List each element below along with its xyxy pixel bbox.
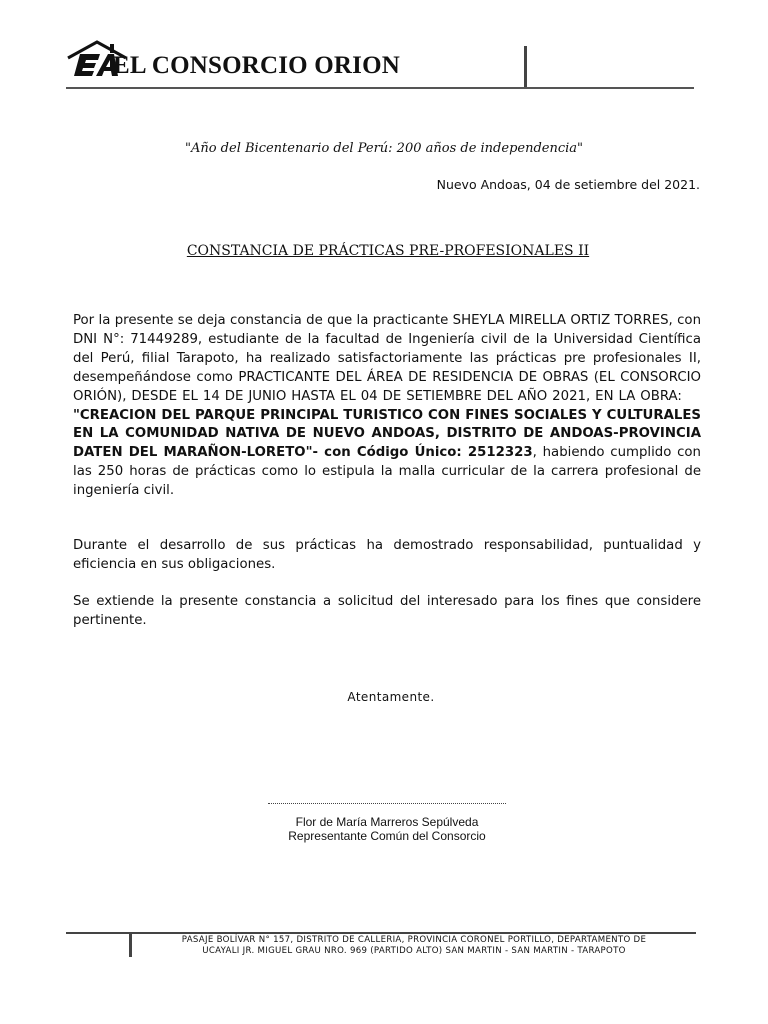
body-paragraph-1 <box>73 312 701 501</box>
signer-role: Representante Común del Consorcio <box>288 829 486 843</box>
paragraph-1-ending: , habiendo cumplido con las 250 horas de prácticas como lo estipula la malla curricular de la carrera profesional de ingeniería civil. <box>73 445 701 499</box>
paragraph-1-text: Por la presente se deja constancia de que la practicante SHEYLA MIRELLA ORTIZ TORRES, con DNI N°: 71449289, estudiante de la facultad de Ingeniería civil de la Universidad Científica del Perú, filial Tarapoto, ha realizado satisfactoriamente las prácticas pre profesionales II, desempeñándose como PRACTICANTE DEL ÁREA DE RESIDENCIA DE OBRAS (EL CONSORCIO ORIÓN), DESDE EL 14 DE JUNIO HASTA EL 04 DE SETIEMBRE DEL AÑO 2021, EN LA OBRA: <box>73 313 701 404</box>
header-rule <box>66 87 694 89</box>
motto: "Año del Bicentenario del Perú: 200 años de independencia" <box>184 141 584 156</box>
footer-divider <box>129 934 132 957</box>
document-title: CONSTANCIA DE PRÁCTICAS PRE-PROFESIONALES II <box>186 243 590 259</box>
footer-address-line-2: UCAYALI JR. MIGUEL GRAU NRO. 969 (PARTIDO ALTO) SAN MARTIN - SAN MARTIN - TARAPOTO <box>202 946 626 956</box>
body-paragraph-2: Durante el desarrollo de sus prácticas ha demostrado responsabilidad, puntualidad y eficiencia en sus obligaciones. <box>73 538 701 572</box>
project-name: "CREACION DEL PARQUE PRINCIPAL TURISTICO CON FINES SOCIALES Y CULTURALES EN LA COMUNIDAD NATIVA DE NUEVO ANDOAS, DISTRITO DE ANDOAS-PROVINCIA DATEN DEL MARAÑON-LORETO"- con Código Único: 2512323 <box>73 407 701 461</box>
footer-address-line-1: PASAJE BOLÍVAR N° 157, DISTRITO DE CALLERIA, PROVINCIA CORONEL PORTILLO, DEPARTAMENTO DE <box>181 935 647 945</box>
header-divider <box>524 46 527 88</box>
body-paragraph-3: Se extiende la presente constancia a solicitud del interesado para los fines que considere pertinente. <box>73 594 701 628</box>
footer-rule <box>66 932 696 934</box>
company-name: EL CONSORCIO ORION <box>113 52 400 79</box>
signer-name: Flor de María Marreros Sepúlveda <box>295 815 479 829</box>
place-date: Nuevo Andoas, 04 de setiembre del 2021. <box>436 177 700 192</box>
signature-line <box>268 803 506 804</box>
closing: Atentamente. <box>347 690 435 704</box>
